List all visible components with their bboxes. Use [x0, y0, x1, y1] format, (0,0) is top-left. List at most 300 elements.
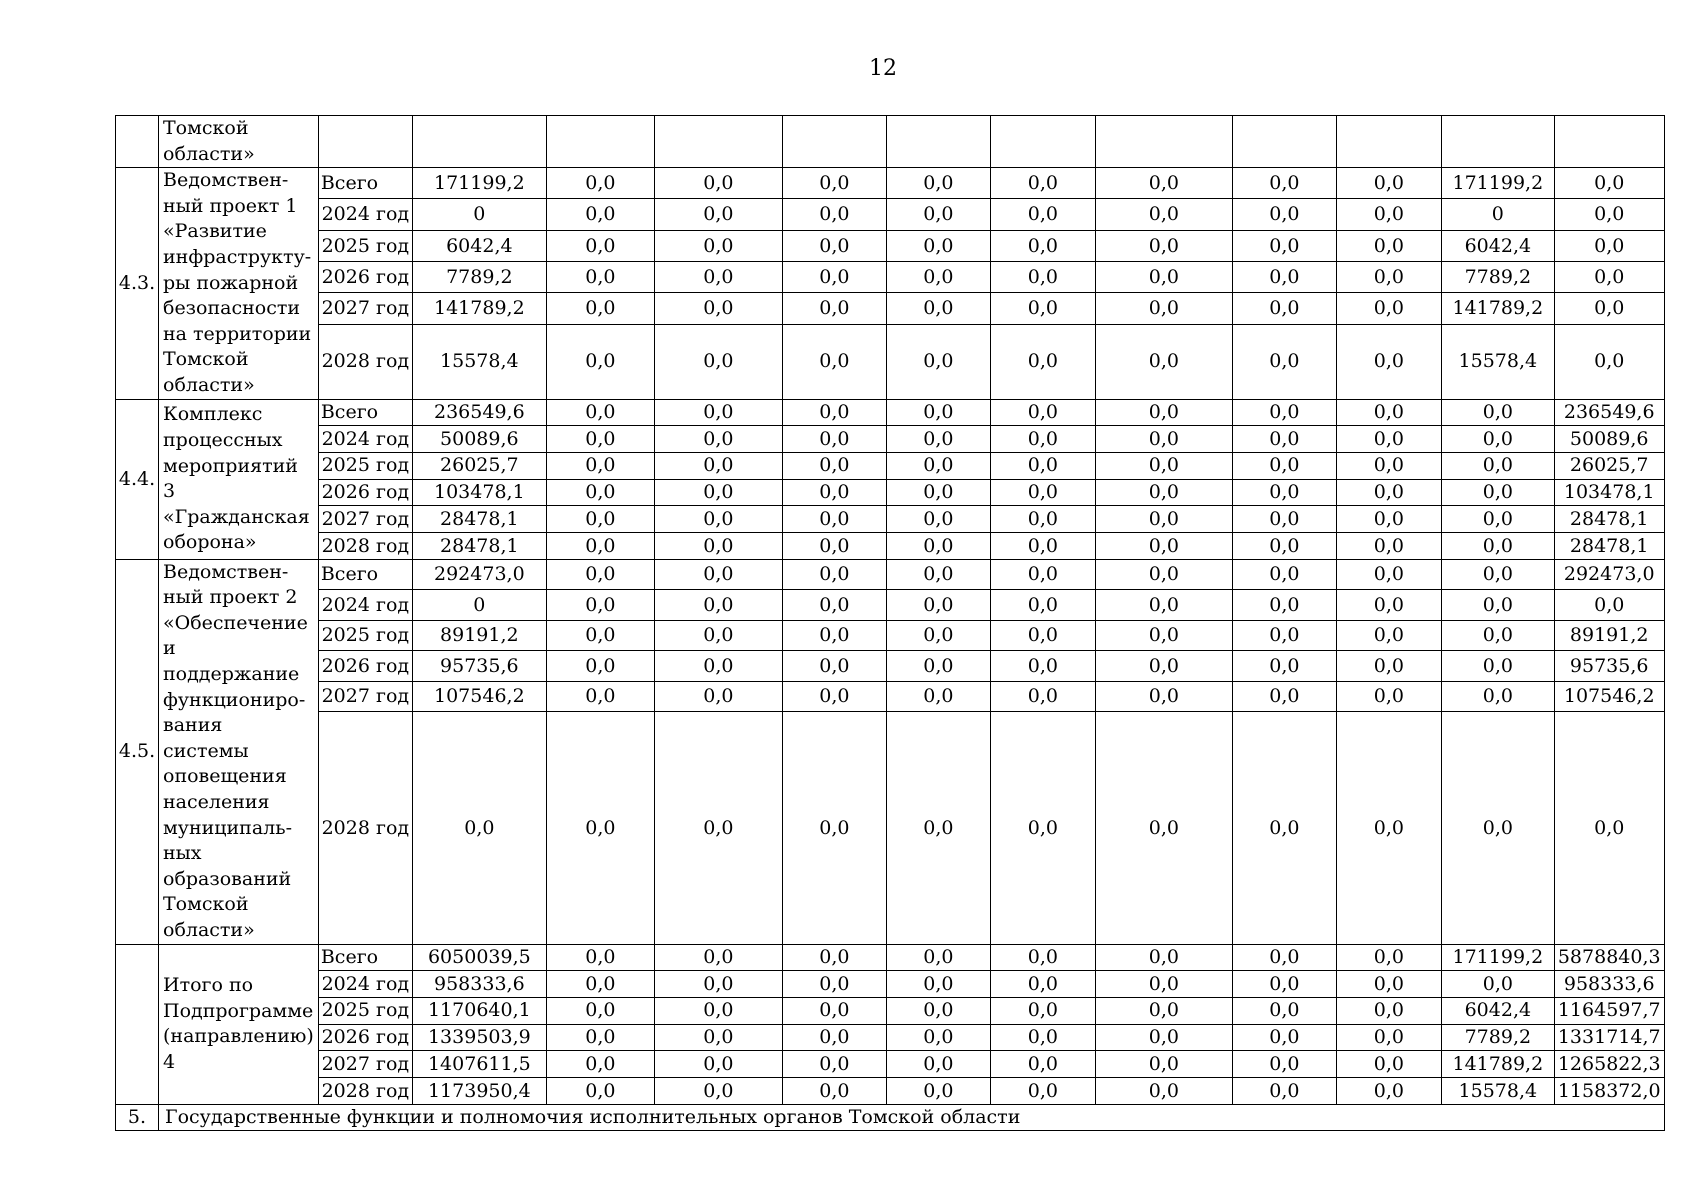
value-cell: 0,0 — [1336, 1024, 1441, 1051]
value-cell: 0,0 — [886, 506, 990, 533]
value-cell: 0,0 — [1441, 620, 1554, 651]
value-cell: 0,0 — [1232, 590, 1336, 621]
value-cell: 0,0 — [1232, 399, 1336, 426]
value-cell: 0,0 — [1095, 651, 1232, 682]
value-cell: 0,0 — [782, 452, 886, 479]
value-cell: 0,0 — [990, 559, 1095, 590]
value-cell: 0,0 — [886, 1024, 990, 1051]
value-cell: 0,0 — [654, 293, 782, 324]
value-cell: 0,0 — [1095, 712, 1232, 944]
value-cell: 0,0 — [654, 532, 782, 559]
value-cell: 0,0 — [1336, 261, 1441, 292]
value-cell: 0,0 — [1336, 399, 1441, 426]
value-cell: 7789,2 — [412, 261, 546, 292]
value-cell: 0,0 — [1441, 590, 1554, 621]
table-row — [116, 1024, 1665, 1051]
value-cell: 5878840,3 — [1554, 944, 1664, 971]
value-cell: 0,0 — [546, 293, 654, 324]
value-cell: 0,0 — [782, 620, 886, 651]
value-cell: 26025,7 — [412, 452, 546, 479]
value-cell: 6050039,5 — [412, 944, 546, 971]
value-cell: 0,0 — [1232, 681, 1336, 712]
value-cell: 0,0 — [782, 971, 886, 998]
value-cell: 0,0 — [782, 399, 886, 426]
value-cell: 0,0 — [546, 199, 654, 230]
value-cell: 0,0 — [1095, 324, 1232, 399]
period-cell: 2028 год — [318, 1078, 412, 1105]
value-cell: 0,0 — [1441, 532, 1554, 559]
section-number: 4.5. — [116, 559, 159, 944]
value-cell: 1170640,1 — [412, 997, 546, 1024]
value-cell: 0,0 — [886, 532, 990, 559]
table-row — [116, 590, 1665, 621]
table-row — [116, 426, 1665, 453]
value-cell: 0,0 — [886, 426, 990, 453]
value-cell: 0,0 — [654, 944, 782, 971]
table-row — [116, 944, 1665, 971]
value-cell: 0,0 — [1336, 1051, 1441, 1078]
value-cell: 50089,6 — [412, 426, 546, 453]
value-cell: 0,0 — [886, 681, 990, 712]
value-cell: 0,0 — [1336, 452, 1441, 479]
budget-table — [115, 115, 1665, 1131]
value-cell: 141789,2 — [1441, 293, 1554, 324]
value-cell: 28478,1 — [412, 506, 546, 533]
value-cell: 0,0 — [654, 997, 782, 1024]
period-cell: 2026 год — [318, 651, 412, 682]
value-cell: 0,0 — [546, 651, 654, 682]
value-cell: 0,0 — [1095, 293, 1232, 324]
value-cell: 0,0 — [1441, 506, 1554, 533]
value-cell: 292473,0 — [412, 559, 546, 590]
value-cell: 15578,4 — [1441, 324, 1554, 399]
period-cell: 2025 год — [318, 452, 412, 479]
period-cell: 2026 год — [318, 1024, 412, 1051]
value-cell: 0,0 — [1441, 479, 1554, 506]
value-cell: 0,0 — [1554, 261, 1664, 292]
value-cell: 0,0 — [546, 681, 654, 712]
value-cell: 1164597,7 — [1554, 997, 1664, 1024]
value-cell: 0,0 — [1336, 199, 1441, 230]
value-cell: 0,0 — [782, 997, 886, 1024]
value-cell: 0,0 — [546, 1024, 654, 1051]
value-cell: 95735,6 — [1554, 651, 1664, 682]
value-cell: 0,0 — [886, 712, 990, 944]
value-cell: 7789,2 — [1441, 261, 1554, 292]
period-cell: 2027 год — [318, 506, 412, 533]
value-cell: 171199,2 — [412, 168, 546, 199]
value-cell: 0,0 — [1232, 651, 1336, 682]
value-cell: 0,0 — [654, 971, 782, 998]
period-cell: Всего — [318, 559, 412, 590]
value-cell: 0,0 — [1336, 559, 1441, 590]
value-cell: 0,0 — [990, 1078, 1095, 1105]
value-cell: 0,0 — [654, 559, 782, 590]
page-number: 12 — [869, 56, 897, 81]
value-cell: 0,0 — [1232, 620, 1336, 651]
value-cell: 0,0 — [886, 168, 990, 199]
value-cell: 0,0 — [1336, 651, 1441, 682]
value-cell: 0,0 — [546, 712, 654, 944]
period-cell: 2024 год — [318, 199, 412, 230]
value-cell: 1265822,3 — [1554, 1051, 1664, 1078]
value-cell: 0,0 — [990, 261, 1095, 292]
value-cell: 0,0 — [1232, 479, 1336, 506]
period-cell: 2028 год — [318, 532, 412, 559]
value-cell: 0,0 — [990, 452, 1095, 479]
section-number — [116, 944, 159, 1104]
value-cell: 0,0 — [1232, 452, 1336, 479]
value-cell: 0,0 — [1336, 681, 1441, 712]
value-cell: 0,0 — [546, 590, 654, 621]
table-row — [116, 324, 1665, 399]
value-cell: 6042,4 — [412, 230, 546, 261]
value-cell: 0,0 — [990, 199, 1095, 230]
value-cell: 0,0 — [654, 230, 782, 261]
value-cell: 26025,7 — [1554, 452, 1664, 479]
value-cell: 7789,2 — [1441, 1024, 1554, 1051]
value-cell: 0,0 — [1336, 293, 1441, 324]
value-cell: 0,0 — [990, 651, 1095, 682]
value-cell: 0,0 — [1232, 1024, 1336, 1051]
value-cell: 0,0 — [1554, 168, 1664, 199]
value-cell: 28478,1 — [412, 532, 546, 559]
value-cell: 0,0 — [1441, 971, 1554, 998]
value-cell: 0,0 — [1336, 532, 1441, 559]
value-cell: 0,0 — [654, 168, 782, 199]
value-cell: 0,0 — [886, 399, 990, 426]
value-cell: 0,0 — [886, 1078, 990, 1105]
value-cell: 89191,2 — [412, 620, 546, 651]
value-cell: 0,0 — [1336, 230, 1441, 261]
value-cell: 0,0 — [1095, 168, 1232, 199]
value-cell: 0,0 — [654, 324, 782, 399]
value-cell: 0,0 — [1336, 620, 1441, 651]
table-row — [116, 971, 1665, 998]
value-cell: 0,0 — [1441, 651, 1554, 682]
period-cell: 2027 год — [318, 681, 412, 712]
value-cell: 0,0 — [886, 261, 990, 292]
section-name: Ведомствен-ный проект 2 «Обеспечение и поддержание функциониро-вания системы оповещения населения муниципаль-ных образований Томской области» — [159, 559, 319, 944]
value-cell: 0,0 — [782, 506, 886, 533]
value-cell: 958333,6 — [1554, 971, 1664, 998]
value-cell: 0,0 — [654, 651, 782, 682]
value-cell: 0,0 — [1232, 261, 1336, 292]
value-cell: 0,0 — [886, 452, 990, 479]
value-cell: 0,0 — [546, 168, 654, 199]
value-cell: 0,0 — [1095, 479, 1232, 506]
table-row — [116, 559, 1665, 590]
value-cell: 0,0 — [654, 1024, 782, 1051]
value-cell: 0,0 — [1095, 944, 1232, 971]
table-row — [116, 506, 1665, 533]
value-cell: 0,0 — [654, 712, 782, 944]
value-cell: 0,0 — [1441, 426, 1554, 453]
value-cell: 0,0 — [1095, 971, 1232, 998]
value-cell: 0,0 — [1441, 452, 1554, 479]
value-cell: 0,0 — [1232, 324, 1336, 399]
value-cell: 0,0 — [782, 479, 886, 506]
period-cell: 2027 год — [318, 293, 412, 324]
value-cell: 0,0 — [1095, 532, 1232, 559]
value-cell: 0,0 — [546, 324, 654, 399]
value-cell: 0,0 — [546, 452, 654, 479]
period-cell: 2025 год — [318, 620, 412, 651]
period-cell: 2028 год — [318, 324, 412, 399]
value-cell: 0,0 — [1095, 997, 1232, 1024]
value-cell: 0,0 — [1554, 712, 1664, 944]
value-cell: 0,0 — [782, 590, 886, 621]
section-number: 4.3. — [116, 168, 159, 399]
value-cell: 0,0 — [1232, 944, 1336, 971]
value-cell: 0,0 — [1232, 199, 1336, 230]
value-cell: 0,0 — [654, 399, 782, 426]
value-cell: 0,0 — [782, 532, 886, 559]
value-cell: 15578,4 — [412, 324, 546, 399]
continuation-row — [116, 116, 1665, 168]
table-row — [116, 1078, 1665, 1105]
value-cell: 0,0 — [990, 324, 1095, 399]
value-cell: 28478,1 — [1554, 532, 1664, 559]
value-cell: 0,0 — [1336, 426, 1441, 453]
value-cell: 95735,6 — [412, 651, 546, 682]
value-cell: 0,0 — [1232, 168, 1336, 199]
period-cell: 2026 год — [318, 479, 412, 506]
value-cell: 0,0 — [654, 1051, 782, 1078]
value-cell: 0,0 — [990, 1024, 1095, 1051]
value-cell: 0,0 — [1336, 590, 1441, 621]
value-cell: 0 — [1441, 199, 1554, 230]
value-cell: 0,0 — [990, 681, 1095, 712]
value-cell: 0,0 — [546, 1051, 654, 1078]
value-cell: 0,0 — [782, 426, 886, 453]
table-row — [116, 681, 1665, 712]
value-cell: 0,0 — [654, 590, 782, 621]
value-cell: 0,0 — [990, 293, 1095, 324]
value-cell: 89191,2 — [1554, 620, 1664, 651]
value-cell: 0,0 — [1095, 452, 1232, 479]
section-name: Итого по Подпрограмме (направлению) 4 — [159, 944, 319, 1104]
value-cell: 0,0 — [1336, 168, 1441, 199]
table-row — [116, 230, 1665, 261]
value-cell: 0,0 — [886, 997, 990, 1024]
value-cell: 0,0 — [1095, 559, 1232, 590]
value-cell: 0,0 — [990, 506, 1095, 533]
value-cell: 103478,1 — [412, 479, 546, 506]
value-cell: 0,0 — [1095, 399, 1232, 426]
value-cell: 0,0 — [1554, 230, 1664, 261]
section-name: Комплекс процессных мероприятий 3 «Гражданская оборона» — [159, 399, 319, 559]
period-cell: 2025 год — [318, 230, 412, 261]
value-cell: 236549,6 — [412, 399, 546, 426]
value-cell: 171199,2 — [1441, 168, 1554, 199]
value-cell: 0,0 — [1232, 230, 1336, 261]
value-cell: 0,0 — [546, 1078, 654, 1105]
value-cell: 0 — [412, 590, 546, 621]
value-cell: 0,0 — [1336, 1078, 1441, 1105]
value-cell: 171199,2 — [1441, 944, 1554, 971]
value-cell: 0,0 — [654, 199, 782, 230]
value-cell: 236549,6 — [1554, 399, 1664, 426]
value-cell: 107546,2 — [412, 681, 546, 712]
value-cell: 0,0 — [782, 261, 886, 292]
value-cell: 0,0 — [782, 1051, 886, 1078]
value-cell: 0,0 — [1095, 230, 1232, 261]
value-cell: 0,0 — [990, 168, 1095, 199]
value-cell: 0,0 — [1336, 506, 1441, 533]
value-cell: 0,0 — [1232, 1078, 1336, 1105]
value-cell: 0,0 — [1095, 506, 1232, 533]
value-cell: 0,0 — [886, 479, 990, 506]
value-cell: 6042,4 — [1441, 230, 1554, 261]
value-cell: 0,0 — [886, 199, 990, 230]
value-cell: 0,0 — [782, 559, 886, 590]
value-cell: 141789,2 — [1441, 1051, 1554, 1078]
value-cell: 0,0 — [546, 971, 654, 998]
value-cell: 0,0 — [1232, 293, 1336, 324]
table-row — [116, 199, 1665, 230]
section-title: Государственные функции и полномочия исполнительных органов Томской области — [159, 1104, 1665, 1131]
value-cell: 958333,6 — [412, 971, 546, 998]
value-cell: 0,0 — [546, 479, 654, 506]
value-cell: 0,0 — [1232, 971, 1336, 998]
value-cell: 0,0 — [1232, 426, 1336, 453]
value-cell: 0,0 — [1441, 712, 1554, 944]
value-cell: 1339503,9 — [412, 1024, 546, 1051]
value-cell: 0,0 — [1095, 261, 1232, 292]
value-cell: 0,0 — [782, 324, 886, 399]
value-cell: 0,0 — [1095, 620, 1232, 651]
period-cell: 2028 год — [318, 712, 412, 944]
value-cell: 0,0 — [546, 944, 654, 971]
value-cell: 0,0 — [546, 261, 654, 292]
value-cell: 0,0 — [1554, 590, 1664, 621]
table-row — [116, 1051, 1665, 1078]
value-cell: 0,0 — [654, 620, 782, 651]
section-number: 4.4. — [116, 399, 159, 559]
period-cell: 2027 год — [318, 1051, 412, 1078]
value-cell: 0,0 — [654, 452, 782, 479]
value-cell: 0,0 — [1232, 1051, 1336, 1078]
table-row — [116, 479, 1665, 506]
period-cell: 2024 год — [318, 971, 412, 998]
value-cell: 0,0 — [546, 399, 654, 426]
value-cell: 0,0 — [546, 506, 654, 533]
value-cell: 0,0 — [990, 590, 1095, 621]
table-body — [116, 116, 1665, 1131]
table-row — [116, 452, 1665, 479]
section-number: 5. — [116, 1104, 159, 1131]
value-cell: 0,0 — [654, 479, 782, 506]
value-cell: 0,0 — [782, 230, 886, 261]
value-cell: 0,0 — [1336, 997, 1441, 1024]
section-5-row — [116, 1104, 1665, 1131]
value-cell: 0,0 — [1095, 1051, 1232, 1078]
value-cell: 0,0 — [1554, 293, 1664, 324]
value-cell: 0,0 — [546, 997, 654, 1024]
value-cell: 0,0 — [886, 230, 990, 261]
period-cell: Всего — [318, 168, 412, 199]
value-cell: 1331714,7 — [1554, 1024, 1664, 1051]
value-cell: 0,0 — [990, 399, 1095, 426]
value-cell: 0,0 — [886, 293, 990, 324]
value-cell: 0,0 — [782, 681, 886, 712]
value-cell: 0,0 — [1336, 971, 1441, 998]
value-cell: 15578,4 — [1441, 1078, 1554, 1105]
value-cell: 0,0 — [1232, 506, 1336, 533]
value-cell: 0,0 — [1232, 712, 1336, 944]
value-cell: 0,0 — [886, 324, 990, 399]
value-cell: 0,0 — [546, 426, 654, 453]
value-cell: 0,0 — [1336, 479, 1441, 506]
value-cell: 0,0 — [782, 712, 886, 944]
value-cell: 0,0 — [990, 532, 1095, 559]
value-cell: 0,0 — [1336, 324, 1441, 399]
value-cell: 1158372,0 — [1554, 1078, 1664, 1105]
value-cell: 0,0 — [990, 620, 1095, 651]
section-name: Ведомствен-ный проект 1 «Развитие инфраструкту-ры пожарной безопасности на территории Томской области» — [159, 168, 319, 399]
value-cell: 0,0 — [1232, 997, 1336, 1024]
table-row — [116, 399, 1665, 426]
value-cell: 0,0 — [886, 590, 990, 621]
value-cell: 0,0 — [1095, 590, 1232, 621]
value-cell: 0,0 — [1095, 681, 1232, 712]
value-cell: 0,0 — [782, 168, 886, 199]
value-cell: 0,0 — [990, 479, 1095, 506]
period-cell: 2024 год — [318, 426, 412, 453]
value-cell: 0,0 — [782, 293, 886, 324]
value-cell: 0,0 — [782, 944, 886, 971]
value-cell: 0,0 — [654, 1078, 782, 1105]
table-row — [116, 261, 1665, 292]
value-cell: 0,0 — [654, 261, 782, 292]
value-cell: 0,0 — [546, 559, 654, 590]
table-row — [116, 293, 1665, 324]
value-cell: 0,0 — [1095, 1024, 1232, 1051]
value-cell: 141789,2 — [412, 293, 546, 324]
row-number-cell — [116, 116, 159, 168]
value-cell: 0,0 — [546, 230, 654, 261]
value-cell: 0,0 — [1554, 324, 1664, 399]
value-cell: 0,0 — [886, 944, 990, 971]
value-cell: 0,0 — [990, 426, 1095, 453]
value-cell: 0,0 — [886, 971, 990, 998]
row-name-cell: Томской области» — [159, 116, 319, 168]
period-cell: 2025 год — [318, 997, 412, 1024]
value-cell: 0,0 — [782, 651, 886, 682]
value-cell: 0,0 — [1232, 532, 1336, 559]
value-cell: 0,0 — [1095, 426, 1232, 453]
value-cell: 1173950,4 — [412, 1078, 546, 1105]
period-cell: 2026 год — [318, 261, 412, 292]
value-cell: 0,0 — [886, 1051, 990, 1078]
value-cell: 103478,1 — [1554, 479, 1664, 506]
value-cell: 0,0 — [1336, 944, 1441, 971]
value-cell: 292473,0 — [1554, 559, 1664, 590]
value-cell: 50089,6 — [1554, 426, 1664, 453]
value-cell: 28478,1 — [1554, 506, 1664, 533]
value-cell: 1407611,5 — [412, 1051, 546, 1078]
value-cell: 0,0 — [990, 997, 1095, 1024]
value-cell: 6042,4 — [1441, 997, 1554, 1024]
value-cell: 0,0 — [1336, 712, 1441, 944]
value-cell: 0,0 — [546, 532, 654, 559]
value-cell: 0,0 — [1441, 681, 1554, 712]
value-cell: 107546,2 — [1554, 681, 1664, 712]
value-cell: 0,0 — [412, 712, 546, 944]
value-cell: 0,0 — [782, 1024, 886, 1051]
table-row — [116, 620, 1665, 651]
